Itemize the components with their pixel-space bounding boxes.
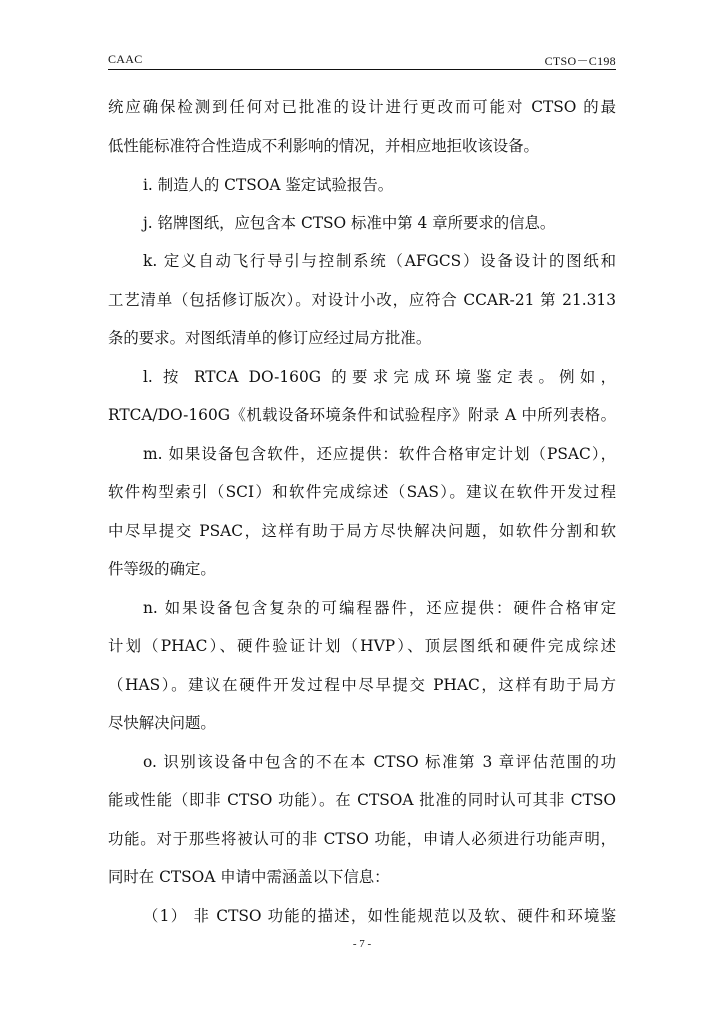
body-line: l. 按 RTCA DO-160G 的要求完成环境鉴定表。例如， [143, 368, 616, 386]
body-line: m. 如果设备包含软件，还应提供：软件合格审定计划（PSAC）， [143, 445, 616, 463]
header-doc-id: CTSO－C198 [544, 54, 616, 68]
body-line: 能或性能（即非 CTSO 功能）。在 CTSOA 批准的同时认可其非 CTSO [108, 791, 616, 809]
body-line: 低性能标准符合性造成不利影响的情况，并相应地拒收该设备。 [108, 137, 539, 155]
page-number: - 7 - [352, 938, 372, 950]
header-org: CAAC [108, 52, 143, 66]
body-line: k. 定义自动飞行导引与控制系统（AFGCS）设备设计的图纸和 [143, 252, 616, 270]
body-line: 件等级的确定。 [108, 560, 216, 578]
body-line: （1） 非 CTSO 功能的描述，如性能规范以及软、硬件和环境鉴 [143, 907, 616, 925]
body-line: 同时在 CTSOA 申请中需涵盖以下信息： [108, 868, 390, 886]
body-line: n. 如果设备包含复杂的可编程器件，还应提供：硬件合格审定 [143, 599, 616, 617]
body-line: 尽快解决问题。 [108, 714, 216, 732]
body-line: （HAS）。建议在硬件开发过程中尽早提交 PHAC，这样有助于局方 [108, 676, 616, 694]
body-line: 软件构型索引（SCI）和软件完成综述（SAS）。建议在软件开发过程 [108, 483, 616, 501]
body-line: 功能。对于那些将被认可的非 CTSO 功能，申请人必须进行功能声明， [108, 830, 616, 848]
body-line: 条的要求。对图纸清单的修订应经过局方批准。 [108, 329, 432, 347]
body-line: RTCA/DO-160G《机载设备环境条件和试验程序》附录 A 中所列表格。 [108, 406, 616, 424]
body-line: 工艺清单（包括修订版次）。对设计小改，应符合 CCAR-21 第 21.313 [108, 291, 616, 309]
body-line: j. 铭牌图纸，应包含本 CTSO 标准中第 4 章所要求的信息。 [143, 214, 556, 232]
body-line: 计划（PHAC）、硬件验证计划（HVP）、顶层图纸和硬件完成综述 [108, 637, 616, 655]
body-line: 统应确保检测到任何对已批准的设计进行更改而可能对 CTSO 的最 [108, 98, 616, 116]
header-divider [108, 69, 616, 70]
body-line: i. 制造人的 CTSOA 鉴定试验报告。 [143, 176, 394, 194]
body-line: o. 识别该设备中包含的不在本 CTSO 标准第 3 章评估范围的功 [143, 753, 616, 771]
body-line: 中尽早提交 PSAC，这样有助于局方尽快解决问题，如软件分割和软 [108, 522, 616, 540]
page-header [108, 52, 616, 70]
